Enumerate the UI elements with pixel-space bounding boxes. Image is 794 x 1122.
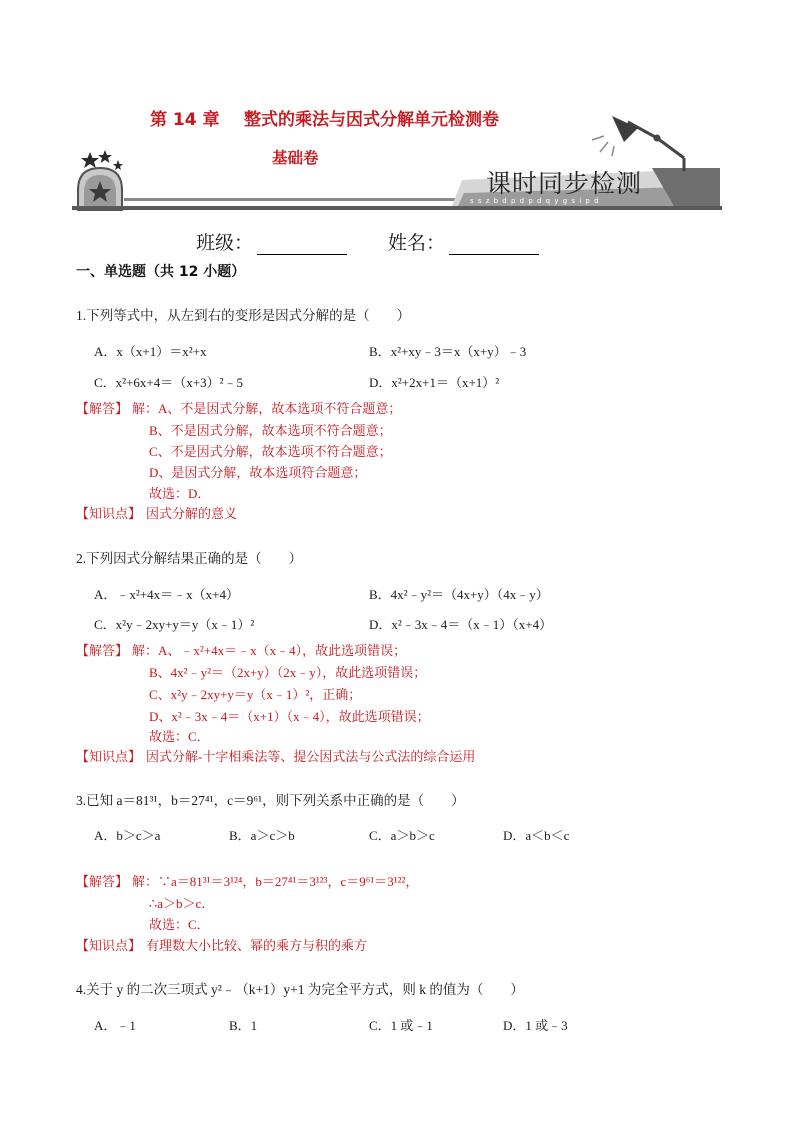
answer-line: B、不是因式分解，故本选项不符合题意； — [149, 423, 392, 438]
knowledge-text: 有理数大小比较、幂的乘方与积的乘方 — [146, 938, 368, 953]
star-icon — [81, 152, 99, 168]
answer-line: 故选：C． — [149, 917, 210, 932]
answer-tag: 【解答】 — [76, 401, 129, 416]
option-c: C．a＞b＞c — [369, 828, 435, 843]
answer-line: D、x²﹣3x﹣4＝（x+1）（x﹣4），故此选项错误； — [149, 709, 430, 724]
knowledge-text: 因式分解-十字相乘法等、提公因式法与公式法的综合运用 — [146, 749, 476, 764]
class-label: 班级： — [196, 232, 254, 254]
knowledge-tag: 【知识点】 — [76, 938, 142, 953]
question-stem: 2.下列因式分解结果正确的是（ ） — [76, 551, 303, 566]
name-label: 姓名： — [388, 232, 446, 254]
option-b: B．4x²﹣y²＝（4x+y）（4x﹣y） — [369, 587, 549, 602]
header-banner-graphic — [72, 108, 722, 218]
knowledge-tag: 【知识点】 — [76, 749, 142, 764]
star-icon — [113, 160, 123, 170]
option-d: D．x²+2x+1＝（x+1）² — [369, 375, 500, 390]
exam-title: 整式的乘法与因式分解单元检测卷 — [244, 110, 499, 130]
name-field[interactable] — [388, 228, 539, 255]
option-b: B．1 — [229, 1018, 258, 1033]
answer-line: 故选：C． — [149, 729, 210, 744]
answer-line: B、4x²﹣y²＝（2x+y）（2x﹣y），故此选项错误； — [149, 665, 427, 680]
star-icon — [98, 150, 112, 163]
banner-text: 课时同步检测 — [486, 169, 643, 198]
question-stem: 4.关于 y 的二次三项式 y²﹣（k+1）y+1 为完全平方式，则 k 的值为（ ） — [76, 982, 524, 997]
question-stem: 3.已知 a＝81³¹，b＝27⁴¹，c＝9⁶¹，则下列关系中正确的是（ ） — [76, 793, 465, 808]
knowledge-tag: 【知识点】 — [76, 506, 142, 521]
class-field[interactable] — [196, 228, 347, 255]
option-b: B．x²+xy﹣3＝x（x+y）﹣3 — [369, 344, 527, 359]
option-d: D．x²﹣3x﹣4＝（x﹣1）（x+4） — [369, 617, 553, 632]
option-d: D．a＜b＜c — [503, 828, 570, 843]
answer-line: 解：A、不是因式分解，故本选项不符合题意； — [132, 401, 402, 416]
answer-tag: 【解答】 — [76, 643, 129, 658]
answer-line: ∴a＞b＞c． — [149, 896, 215, 911]
option-d: D．1 或﹣3 — [503, 1018, 568, 1033]
name-blank[interactable] — [449, 236, 539, 255]
answer-line: 解：A、﹣x²+4x＝﹣x（x﹣4），故此选项错误； — [132, 643, 407, 658]
knowledge-text: 因式分解的意义 — [146, 506, 238, 521]
answer-line: C、x²y﹣2xy+y＝y（x﹣1）²，正确； — [149, 687, 362, 702]
answer-line: C、不是因式分解，故本选项不符合题意； — [149, 444, 392, 459]
option-a: A．﹣x²+4x＝﹣x（x+4） — [94, 587, 239, 602]
option-a: A．﹣1 — [94, 1018, 136, 1033]
question-stem: 1.下列等式中，从左到右的变形是因式分解的是（ ） — [76, 308, 411, 323]
answer-line: 解：∵a＝81³¹＝3¹²⁴，b＝27⁴¹＝3¹²³，c＝9⁶¹＝3¹²²， — [132, 874, 419, 889]
answer-line: D、是因式分解，故本选项符合题意； — [149, 465, 367, 480]
option-b: B．a＞c＞b — [229, 828, 295, 843]
option-a: A．x（x+1）＝x²+x — [94, 344, 207, 359]
class-blank[interactable] — [257, 236, 347, 255]
option-c: C．1 或﹣1 — [369, 1018, 433, 1033]
chapter-number: 第 14 章 — [150, 110, 220, 130]
option-a: A．b＞c＞a — [94, 828, 161, 843]
section-heading: 一、单选题（共 12 小题） — [76, 264, 246, 280]
option-c: C．x²y﹣2xy+y＝y（x﹣1）² — [94, 617, 255, 632]
banner-watermark: s s z b d p d p d q y g s i p d — [470, 197, 600, 205]
exam-subtitle: 基础卷 — [272, 149, 319, 167]
answer-tag: 【解答】 — [76, 874, 129, 889]
option-c: C．x²+6x+4＝（x+3）²﹣5 — [94, 375, 243, 390]
answer-line: 故选：D． — [149, 486, 211, 501]
